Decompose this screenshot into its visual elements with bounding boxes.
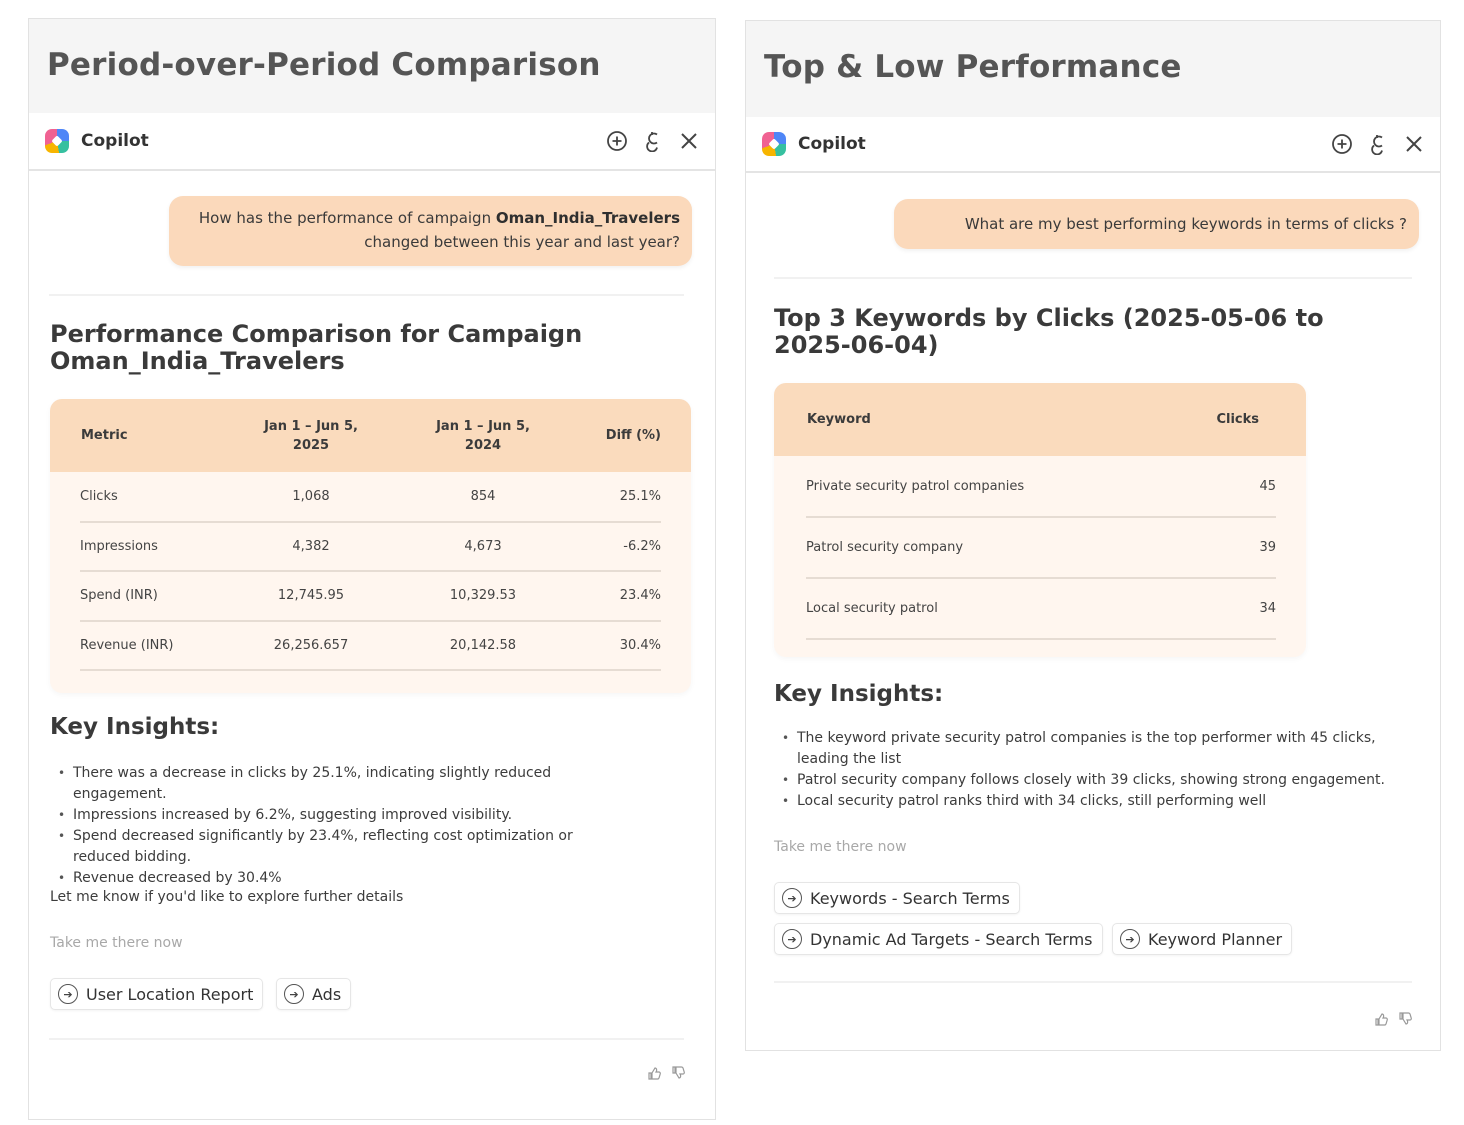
table-cell: 12,745.95 (225, 571, 397, 621)
insight-item: • Revenue decreased by 30.4% (50, 868, 610, 889)
table-cell: Spend (INR) (80, 571, 225, 621)
chat-area (746, 173, 1440, 1050)
panel-title: Period-over-Period Comparison (47, 47, 601, 83)
user-message: How has the performance of campaign Oman_India_Travelers changed between this year and last year? (169, 196, 692, 266)
thumbs-up-icon[interactable] (1374, 1011, 1388, 1027)
divider (774, 981, 1412, 983)
column-header: Clicks (1050, 383, 1306, 456)
thumbs-up-icon[interactable] (647, 1065, 661, 1081)
copilot-header (29, 113, 715, 171)
chip-keywords-search-terms[interactable]: ➔ Keywords - Search Terms (774, 882, 1020, 914)
insight-item: • The keyword private security patrol companies is the top performer with 45 clicks, leading the list (774, 728, 1414, 770)
table-cell: 10,329.53 (397, 571, 569, 621)
insight-item: • Impressions increased by 6.2%, suggesting improved visibility. (50, 805, 610, 826)
table-header-row (50, 399, 691, 472)
arrow-circle-icon: ➔ (1120, 929, 1140, 949)
insights-list (50, 763, 610, 889)
table-cell: Patrol security company (806, 517, 1196, 578)
table-cell: 25.1% (569, 472, 661, 522)
copilot-glyph-icon[interactable] (641, 129, 665, 153)
panel-header (29, 19, 715, 113)
copilot-logo-icon (45, 129, 69, 153)
comparison-table (50, 399, 691, 693)
table-cell: 4,382 (225, 522, 397, 572)
insight-item: • There was a decrease in clicks by 25.1%, indicating slightly reduced engagement. (50, 763, 610, 805)
column-header: Jan 1 – Jun 5, 2025 (225, 399, 397, 472)
followup-text: Let me know if you'd like to explore further details (50, 889, 404, 905)
take-me-there-label: Take me there now (50, 935, 183, 951)
table-cell: 45 (1196, 456, 1276, 517)
divider (49, 294, 684, 296)
divider (774, 277, 1412, 279)
close-icon[interactable] (677, 129, 701, 153)
top-low-performance-panel (745, 20, 1441, 1051)
thumbs-down-icon[interactable] (1398, 1011, 1412, 1027)
keywords-table (774, 383, 1306, 657)
new-chat-icon[interactable] (1330, 132, 1354, 156)
insight-item: • Patrol security company follows closely with 39 clicks, showing strong engagement. (774, 770, 1414, 791)
copilot-name: Copilot (81, 131, 149, 151)
arrow-circle-icon: ➔ (284, 984, 304, 1004)
table-row (80, 571, 661, 621)
table-cell: 1,068 (225, 472, 397, 522)
insights-title: Key Insights: (50, 714, 220, 740)
table-cell: 34 (1196, 578, 1276, 639)
chat-area (29, 171, 715, 1119)
divider (49, 1038, 684, 1040)
chip-keyword-planner[interactable]: ➔ Keyword Planner (1112, 923, 1292, 955)
answer-title: Performance Comparison for Campaign Oman_India_Travelers (50, 320, 583, 375)
copilot-name: Copilot (798, 134, 866, 154)
insight-item: • Local security patrol ranks third with 34 clicks, still performing well (774, 791, 1414, 812)
close-icon[interactable] (1402, 132, 1426, 156)
column-header: Diff (%) (569, 399, 691, 472)
chip-dynamic-ad-targets[interactable]: ➔ Dynamic Ad Targets - Search Terms (774, 923, 1103, 955)
arrow-circle-icon: ➔ (782, 929, 802, 949)
arrow-circle-icon: ➔ (782, 888, 802, 908)
table-cell: 23.4% (569, 571, 661, 621)
table-cell: 26,256.657 (225, 621, 397, 671)
table-cell: 854 (397, 472, 569, 522)
table-row (806, 578, 1276, 639)
panel-title: Top & Low Performance (764, 49, 1182, 85)
period-comparison-panel (28, 18, 716, 1120)
table-cell: 39 (1196, 517, 1276, 578)
insights-title: Key Insights: (774, 681, 944, 707)
table-cell: 20,142.58 (397, 621, 569, 671)
table-cell: 4,673 (397, 522, 569, 572)
table-cell: Impressions (80, 522, 225, 572)
column-header: Jan 1 – Jun 5, 2024 (397, 399, 569, 472)
table-row (80, 472, 661, 522)
answer-title: Top 3 Keywords by Clicks (2025-05-06 to 2025-06-04) (774, 304, 1324, 359)
panel-header (746, 21, 1440, 117)
table-row (80, 522, 661, 572)
insights-list (774, 728, 1414, 812)
table-cell: Private security patrol companies (806, 456, 1196, 517)
table-row (80, 621, 661, 671)
new-chat-icon[interactable] (605, 129, 629, 153)
table-cell: 30.4% (569, 621, 661, 671)
column-header: Keyword (774, 383, 1050, 456)
take-me-there-label: Take me there now (774, 839, 907, 855)
insight-item: • Spend decreased significantly by 23.4%, reflecting cost optimization or reduced bidding. (50, 826, 610, 868)
column-header: Metric (50, 399, 225, 472)
arrow-circle-icon: ➔ (58, 984, 78, 1004)
table-row (806, 456, 1276, 517)
table-cell: Clicks (80, 472, 225, 522)
thumbs-down-icon[interactable] (671, 1065, 685, 1081)
chip-ads[interactable]: ➔ Ads (276, 978, 351, 1010)
table-header-row (774, 383, 1306, 456)
table-cell: Revenue (INR) (80, 621, 225, 671)
user-message: What are my best performing keywords in terms of clicks ? (894, 199, 1419, 249)
copilot-logo-icon (762, 132, 786, 156)
table-row (806, 517, 1276, 578)
copilot-glyph-icon[interactable] (1366, 132, 1390, 156)
copilot-header (746, 117, 1440, 173)
table-cell: Local security patrol (806, 578, 1196, 639)
table-cell: -6.2% (569, 522, 661, 572)
chip-user-location-report[interactable]: ➔ User Location Report (50, 978, 263, 1010)
